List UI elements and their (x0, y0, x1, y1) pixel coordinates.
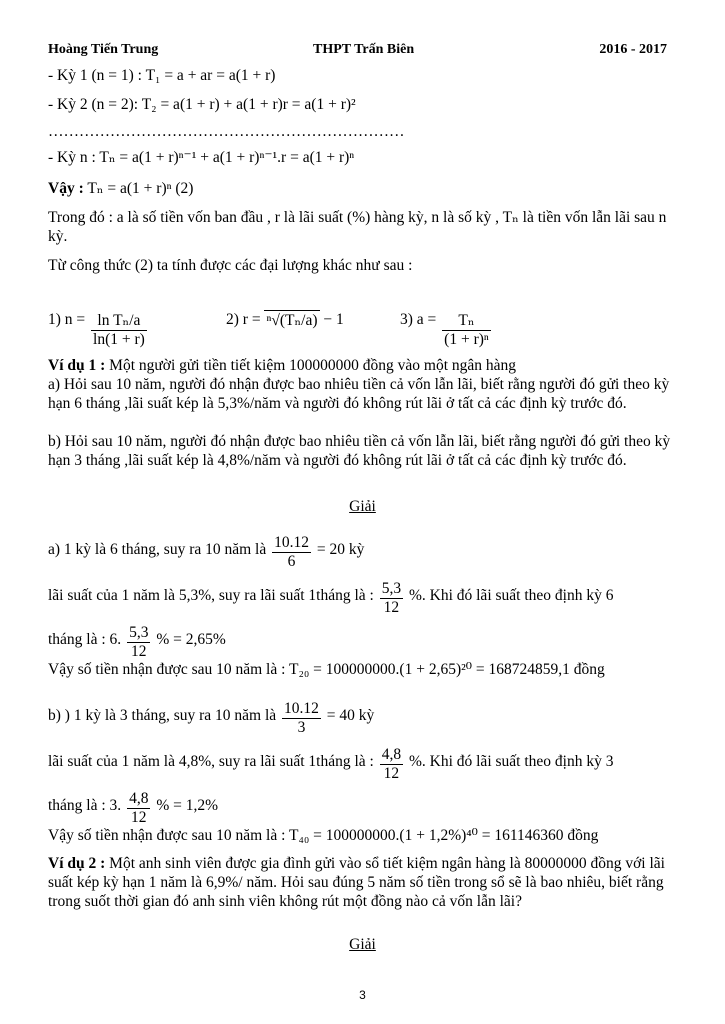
header-author: Hoàng Tiến Trung (48, 42, 159, 57)
formula-3: 3) a = $\frac{\text{Tₙ}}{\text{(1 + r)ⁿ}}$ (400, 311, 489, 348)
line-ky1: - Kỳ 1 (n = 1) : T₁ = a + ar = a(1 + r) (48, 67, 276, 84)
solution-a-line2: lãi suất của 1 năm là 5,3%, suy ra lãi suất 1tháng là : $\frac{5,3}{12}$ %. Khi đó lãi suất theo định kỳ 6 (48, 580, 614, 616)
vidu2-question: Ví dụ 2 : Một anh sinh viên được gia đình gửi vào sổ tiết kiệm ngân hàng là 80000000 đồng với lãi suất kép kỳ hạn 1 năm là 6,9%/ năm. Hỏi sau đúng 5 năm số tiền trong sổ sẽ là bao nhiêu, biết rằng trong suốt thời gian đó anh sinh viên không rút một đồng nào cả vốn lẫn lãi? (48, 855, 665, 910)
line-kyn: - Kỳ n : Tₙ = a(1 + r)ⁿ⁻¹ + a(1 + r)ⁿ⁻¹.r = a(1 + r)ⁿ (48, 149, 355, 166)
solution-a-line3: tháng là : 6. $\frac{5,3}{12}$ % = 2,65% (48, 624, 226, 660)
paragraph-tu-cong-thuc: Từ công thức (2) ta tính được các đại lượng khác như sau : (48, 257, 413, 274)
vay-label: Vậy : (48, 180, 84, 197)
solution-b-fraction3: $\frac{4,8}{12}$ (129, 790, 149, 826)
page-number: 3 (359, 988, 366, 1002)
solution-a-fraction2: $\frac{5,3}{12}$ (381, 580, 402, 616)
vidu1-question-b: b) Hỏi sau 10 năm, người đó nhận được bao nhiêu tiền cả vốn lẫn lãi, biết rằng người đó gửi theo kỳ hạn 3 tháng ,lãi suất kép là 4,8%/năm và người đó không rút lãi ở tất cả các định kỳ trước đó. (48, 433, 671, 469)
solution-b-fraction1: $\frac{10.12}{3}$ (284, 700, 319, 736)
solution-b-fraction2: $\frac{4,8}{12}$ (381, 746, 402, 782)
formula-3-fraction: $\frac{\text{Tₙ}}{\text{(1 + r)ⁿ}}$ (444, 312, 489, 348)
formula-2-root: ⁿ√(Tₙ/a) (266, 312, 318, 329)
paragraph-trong-do: Trong đó : a là số tiền vốn ban đầu , r là lãi suất (%) hàng kỳ, n là số kỳ , Tₙ là tiền vốn lẫn lãi sau n kỳ. (48, 209, 667, 245)
solution-a-fraction1: $\frac{10.12}{6}$ (274, 534, 309, 570)
header-year: 2016 - 2017 (599, 42, 667, 57)
solution-b-line3: tháng là : 3. $\frac{4,8}{12}$ % = 1,2% (48, 790, 219, 826)
vidu1-giai-heading: Giải (349, 498, 376, 515)
solution-a-fraction3: $\frac{5,3}{12}$ (129, 624, 149, 660)
formula-2: 2) r = ⁿ√(Tₙ/a) − 1 (226, 311, 344, 329)
line-dots: …………………………………………………………… (48, 123, 405, 140)
solution-b-line1: b) ) 1 kỳ là 3 tháng, suy ra 10 năm là $\frac{10.12}{3}$ = 40 kỳ (48, 700, 375, 736)
solution-b-line2: lãi suất của 1 năm là 4,8%, suy ra lãi suất 1tháng là : $\frac{4,8}{12}$ %. Khi đó lãi suất theo định kỳ 3 (48, 746, 614, 782)
line-vay (48, 179, 193, 199)
page-header (48, 42, 667, 62)
formula-1-fraction: $\frac{\text{ln Tₙ/a}}{\ln(1 + r)}$ (93, 312, 145, 348)
solution-a-line4: Vậy số tiền nhận được sau 10 năm là : T₂₀ = 100000000.(1 + 2,65)²⁰ = 168724859,1 đồng (48, 661, 605, 678)
solution-a-line1: a) 1 kỳ là 6 tháng, suy ra 10 năm là $\frac{10.12}{6}$ = 20 kỳ (48, 534, 365, 570)
header-school: THPT Trấn Biên (313, 42, 415, 57)
line-ky2: - Kỳ 2 (n = 2): T₂ = a(1 + r) + a(1 + r)r = a(1 + r)² (48, 96, 356, 113)
vidu1-question-a: a) Hỏi sau 10 năm, người đó nhận được bao nhiêu tiền cả vốn lẫn lãi, biết rằng người đó gửi theo kỳ hạn 6 tháng ,lãi suất kép là 5,3%/năm và người đó không rút lãi ở tất cả các định kỳ trước đó. (48, 376, 670, 412)
vidu1-intro: Ví dụ 1 : Một người gửi tiền tiết kiệm 100000000 đồng vào một ngân hàng (48, 357, 517, 374)
solution-b-line4: Vậy số tiền nhận được sau 10 năm là : T₄₀ = 100000000.(1 + 1,2%)⁴⁰ = 161146360 đồng (48, 827, 599, 844)
vidu2-giai-heading: Giải (349, 936, 376, 953)
formula-1: 1) n = $\frac{\text{ln Tₙ/a}}{\ln(1 + r)}$ (48, 311, 145, 348)
vay-formula: Tₙ = a(1 + r)ⁿ (2) (87, 180, 194, 197)
